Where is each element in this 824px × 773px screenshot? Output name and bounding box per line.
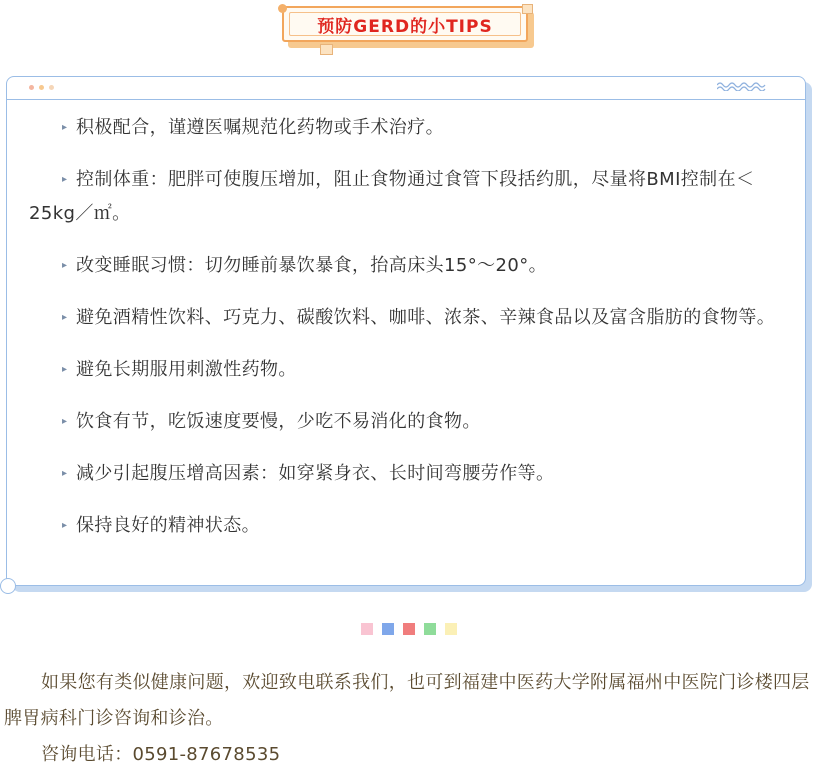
tip-text: 避免长期服用刺激性药物。 (76, 359, 297, 380)
color-square-icon (403, 623, 415, 635)
window-dot-icon (39, 85, 44, 90)
tip-item (29, 163, 789, 231)
title-tag (282, 6, 538, 56)
color-square-icon (424, 623, 436, 635)
decor-dot-icon (278, 4, 287, 13)
color-square-icon (445, 623, 457, 635)
card-window-bar (7, 77, 805, 100)
contact-phone: 咨询电话：0591-87678535 (41, 744, 281, 765)
tip-text: 积极配合，谨遵医嘱规范化药物或手术治疗。 (76, 117, 444, 138)
tip-item (29, 249, 789, 283)
tip-text: 改变睡眠习惯：切勿睡前暴饮暴食，抬高床头15°～20°。 (76, 255, 548, 276)
tip-text: 避免酒精性饮料、巧克力、碳酸饮料、咖啡、浓茶、辛辣食品以及富含脂肪的食物等。 (76, 307, 776, 328)
contact-phone-paragraph (4, 737, 816, 773)
contact-intro-paragraph (4, 665, 816, 737)
page-title: 预防GERD的小TIPS (317, 16, 493, 37)
decor-square-icon (320, 44, 333, 55)
tip-item (29, 509, 789, 543)
contact-footer (4, 665, 816, 773)
triangle-bullet-icon: ▸ (62, 122, 68, 133)
title-tag-box (282, 6, 528, 42)
tip-text: 保持良好的精神状态。 (76, 515, 260, 536)
tip-item (29, 405, 789, 439)
tips-card (6, 76, 806, 586)
color-squares-divider (361, 623, 457, 635)
color-square-icon (361, 623, 373, 635)
tip-text: 饮食有节，吃饭速度要慢，少吃不易消化的食物。 (76, 411, 481, 432)
tips-list (29, 111, 789, 561)
wave-decoration-icon (717, 81, 767, 91)
tip-text: 控制体重：肥胖可使腹压增加，阻止食物通过食管下段括约肌，尽量将BMI控制在＜25kg／㎡。 (29, 169, 755, 224)
triangle-bullet-icon: ▸ (62, 416, 68, 427)
triangle-bullet-icon: ▸ (62, 260, 68, 271)
triangle-bullet-icon: ▸ (62, 312, 68, 323)
tip-item (29, 301, 789, 335)
triangle-bullet-icon: ▸ (62, 520, 68, 531)
decor-square-icon (522, 4, 533, 14)
contact-intro: 如果您有类似健康问题，欢迎致电联系我们，也可到福建中医药大学附属福州中医院门诊楼四层脾胃病科门诊咨询和诊治。 (4, 672, 810, 729)
color-square-icon (382, 623, 394, 635)
tip-item (29, 111, 789, 145)
corner-circle-icon (0, 578, 16, 594)
tip-item (29, 457, 789, 491)
window-dot-icon (49, 85, 54, 90)
triangle-bullet-icon: ▸ (62, 174, 68, 185)
tip-text: 减少引起腹压增高因素：如穿紧身衣、长时间弯腰劳作等。 (76, 463, 555, 484)
triangle-bullet-icon: ▸ (62, 364, 68, 375)
triangle-bullet-icon: ▸ (62, 468, 68, 479)
window-dot-icon (29, 85, 34, 90)
tip-item (29, 353, 789, 387)
